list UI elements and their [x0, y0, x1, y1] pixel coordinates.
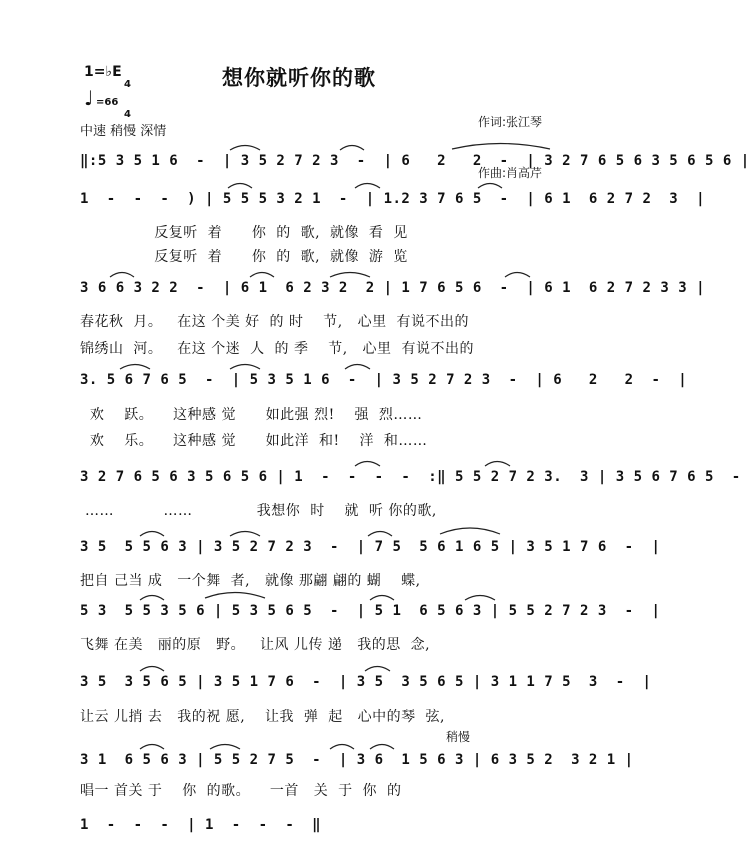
- slur: [340, 146, 364, 151]
- slur: [355, 462, 380, 467]
- lyric-row-6: 把自 己当 成 一个舞 者, 就像 那翩 翩的 蝴 蝶,: [80, 573, 421, 589]
- notation-row-8: 3 5 3 5 6 5 | 3 5 1 7 6 - | 3 5 3 5 6 5 | 3 1 1 7 5 3 - |: [80, 674, 652, 690]
- slur: [440, 528, 500, 534]
- slur: [330, 273, 370, 278]
- tempo-value: =66: [96, 97, 119, 108]
- time-top: 4: [124, 79, 131, 90]
- slur: [140, 745, 164, 750]
- slur: [505, 273, 530, 278]
- slur: [370, 596, 394, 601]
- slower-marking: 稍慢: [446, 730, 471, 744]
- key-signature: 1=♭E: [84, 64, 122, 80]
- notation-row-7: 5 3 5 5 3 5 6 | 5 3 5 6 5 - | 5 1 6 5 6 3 | 5 5 2 7 2 3 - |: [80, 603, 661, 619]
- notation-row-10: 1 - - - | 1 - - - ‖: [80, 817, 322, 833]
- lyric-row-8: 让云 儿捎 去 我的祝 愿, 让我 弹 起 心中的琴 弦,: [80, 709, 445, 725]
- slur: [110, 273, 134, 278]
- slur: [365, 667, 390, 672]
- time-bottom: 4: [124, 109, 131, 120]
- slur: [230, 146, 260, 151]
- slur: [452, 144, 550, 150]
- slur: [355, 184, 380, 189]
- slur: [330, 745, 354, 750]
- composer: 作曲:肖高芹: [478, 166, 543, 180]
- notation-row-9: 3 1 6 5 6 3 | 5 5 2 7 5 - | 3 6 1 5 6 3 | 6 3 5 2 3 2 1 |: [80, 752, 634, 768]
- slur: [120, 365, 150, 370]
- slur: [250, 273, 274, 278]
- slur: [140, 596, 164, 601]
- slur: [478, 184, 502, 189]
- notation-row-2: 1 - - - ) | 5 5 5 3 2 1 - | 1.2 3 7 6 5 - | 6 1 6 2 7 2 3 |: [80, 191, 706, 207]
- notation-row-3: 3 6 6 3 2 2 - | 6 1 6 2 3 2 2 | 1 7 6 5 6 - | 6 1 6 2 7 2 3 3 |: [80, 280, 706, 296]
- lyric-row-4-verse-2: 欢 乐。 这种感 觉 如此洋 和! 洋 和……: [80, 433, 428, 449]
- slur: [228, 184, 252, 189]
- slur: [230, 365, 260, 370]
- quarter-note-icon: ♩: [84, 86, 94, 110]
- notation-row-5: 3 2 7 6 5 6 3 5 6 5 6 | 1 - - - - :‖ 5 5 2 7 2 3. 3 | 3 5 6 7 6 5 -: [80, 469, 741, 485]
- lyric-row-2-verse-1: 反复听 着 你 的 歌, 就像 看 见: [80, 225, 408, 241]
- lyric-row-5: …… …… 我想你 时 就 听 你的歌,: [80, 503, 437, 519]
- notation-row-4: 3. 5 6 7 6 5 - | 5 3 5 1 6 - | 3 5 2 7 2 3 - | 6 2 2 - |: [80, 372, 688, 388]
- slur: [140, 667, 164, 672]
- expression-marking: 中速 稍慢 深情: [80, 124, 167, 139]
- slur: [230, 532, 260, 537]
- lyric-row-3-verse-1: 春花秋 月。 在这 个美 好 的 时 节, 心里 有说不出的: [80, 314, 470, 330]
- lyricist: 作词:张江琴: [478, 115, 543, 129]
- notation-row-1: ‖:5 3 5 1 6 - | 3 5 2 7 2 3 - | 6 2 2 - | 3 2 7 6 5 6 3 5 6 5 6 |: [80, 153, 750, 169]
- lyric-row-2-verse-2: 反复听 着 你 的 歌, 就像 游 览: [80, 249, 408, 265]
- lyric-row-9: 唱一 首关 于 你 的歌。 一首 关 于 你 的: [80, 783, 402, 799]
- slur: [210, 745, 240, 750]
- slur: [368, 532, 392, 537]
- notation-row-6: 3 5 5 5 6 3 | 3 5 2 7 2 3 - | 7 5 5 6 1 6 5 | 3 5 1 7 6 - |: [80, 539, 661, 555]
- slur: [370, 745, 394, 750]
- lyric-row-7: 飞舞 在美 丽的原 野。 让风 儿传 递 我的思 念,: [80, 637, 431, 653]
- slur: [205, 593, 265, 599]
- slur: [140, 532, 164, 537]
- lyric-row-4-verse-1: 欢 跃。 这种感 觉 如此强 烈! 强 烈……: [80, 407, 423, 423]
- slur: [485, 462, 510, 467]
- slur: [345, 365, 370, 370]
- slur: [465, 596, 495, 601]
- lyric-row-3-verse-2: 锦绣山 河。 在这 个迷 人 的 季 节, 心里 有说不出的: [80, 341, 474, 357]
- song-title: 想你就听你的歌: [222, 66, 376, 90]
